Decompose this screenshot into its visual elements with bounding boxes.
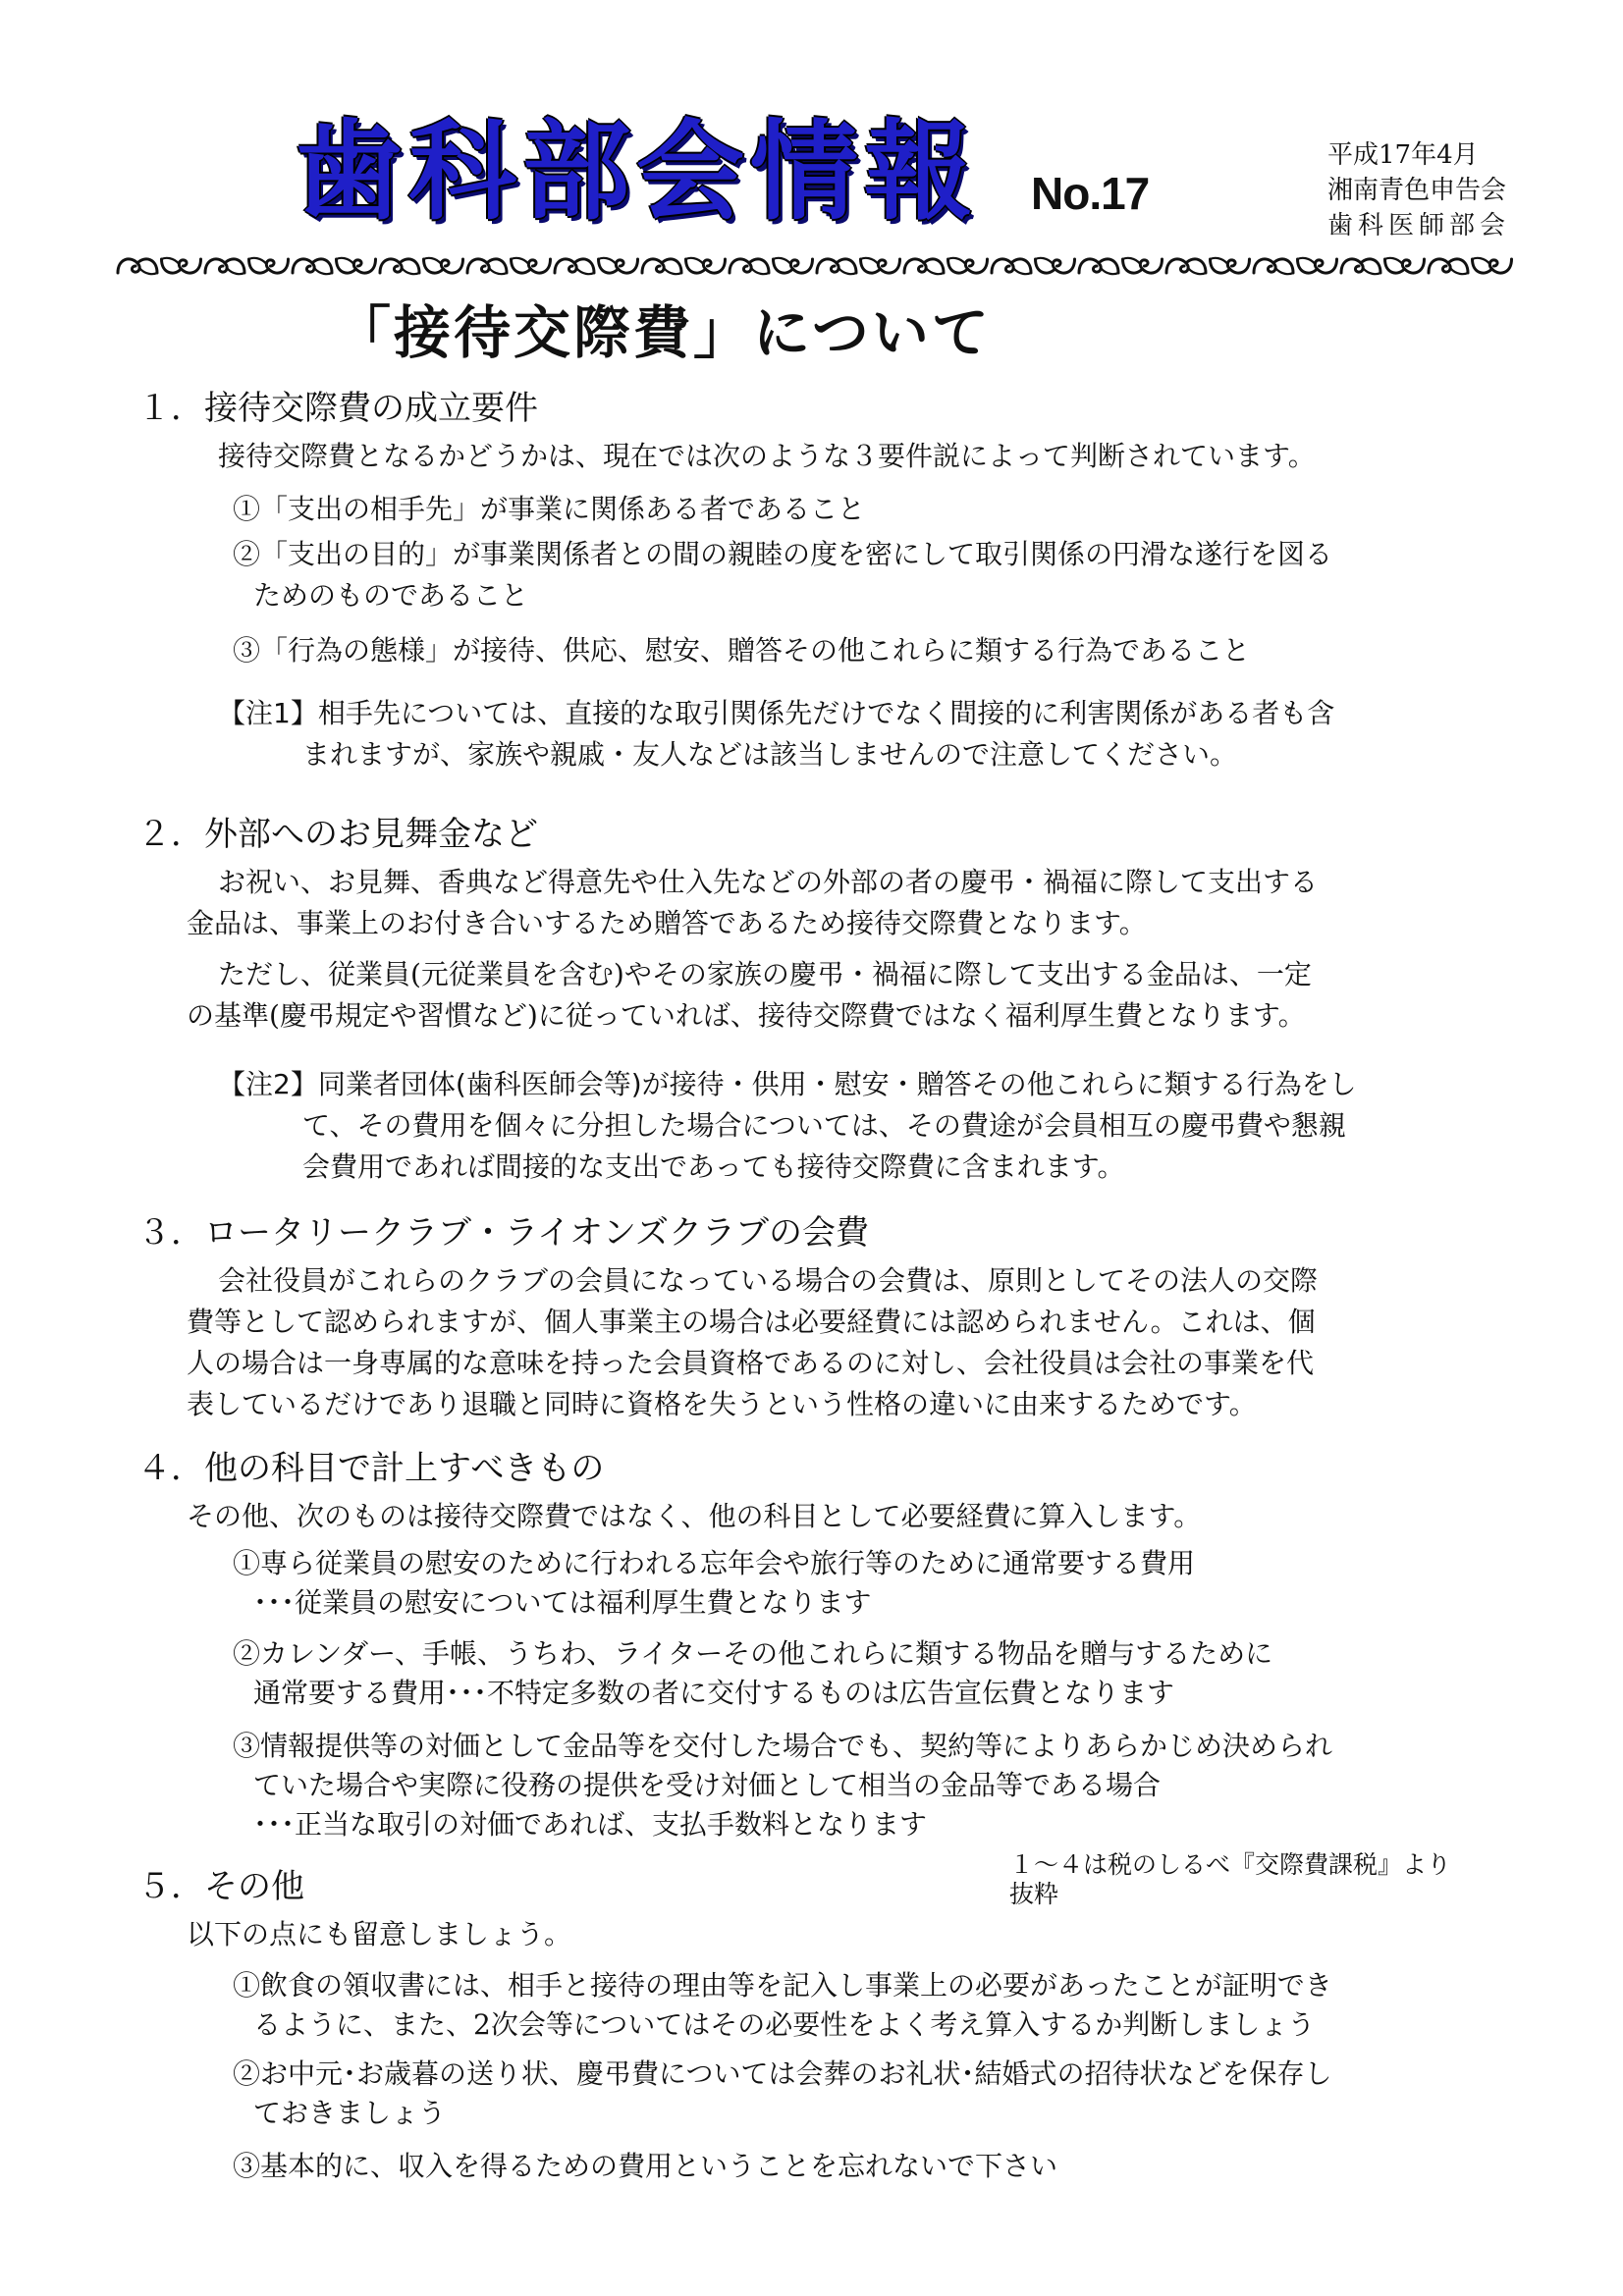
section-4-item-3-cont-1: ていた場合や実際に役務の提供を受け対価として相当の金品等である場合 [253, 1769, 1162, 1801]
divider-ornament [1166, 259, 1206, 274]
section-2-heading: ２．外部へのお見舞金など [137, 815, 538, 854]
section-1-item-3: ③「行為の態様」が接待、供応、慰安、贈答その他これらに類する行為であること [233, 634, 1251, 667]
divider-ornament [948, 258, 988, 273]
section-3-heading: ３．ロータリークラブ・ライオンズクラブの会費 [137, 1213, 869, 1253]
section-4-item-1: ①専ら従業員の慰安のために行われる忘年会や旅行等のために通常要する費用 [233, 1547, 1196, 1579]
divider-ornament [205, 259, 244, 274]
section-5-intro: 以下の点にも留意しましょう。 [187, 1918, 572, 1950]
divider-ornament [774, 258, 813, 273]
section-5-item-2-cont: ておきましょう [253, 2097, 447, 2129]
divider-ornament [817, 259, 856, 274]
section-5-item-1: ①飲食の領収書には、相手と接待の理由等を記入し事業上の必要があったことが証明でき [233, 1969, 1332, 2002]
section-1 [137, 385, 538, 432]
divider-ornament [555, 259, 594, 274]
divider-ornament [730, 259, 769, 274]
divider-ornament [1429, 259, 1468, 274]
divider-ornament [424, 258, 463, 273]
issue-number: No.17 [1031, 168, 1150, 219]
divider-ornament [162, 258, 201, 273]
section-2-para-1: お祝い、お見舞、香典など得意先や仕入先などの外部の者の慶弔・禍福に際して支出する [218, 866, 1319, 898]
divider-ornament [249, 258, 289, 273]
section-5-item-1-cont: るように、また、2次会等についてはその必要性をよく考え算入するか判断しましょう [253, 2008, 1316, 2041]
divider-ornament [380, 259, 419, 274]
section-4-item-3-cont-2: ･･･正当な取引の対価であれば、支払手数料となります [253, 1808, 928, 1841]
section-4-item-1-cont: ･･･従業員の慰安については福利厚生費となります [253, 1586, 872, 1619]
divider-ornament [118, 259, 157, 274]
divider-ornament [512, 258, 551, 273]
main-title: 「接待交際費」について [334, 299, 992, 366]
section-4-intro: その他、次のものは接待交際費ではなく、他の科目として必要経費に算入します。 [187, 1500, 1202, 1532]
section-3 [137, 1209, 869, 1256]
divider-ornament [1341, 259, 1380, 274]
divider-ornament [686, 258, 726, 273]
source-note [1009, 1850, 1451, 1909]
section-4 [137, 1445, 604, 1492]
issue-date: 平成17年4月 [1327, 140, 1479, 170]
section-4-item-3: ③情報提供等の対価として金品等を交付した場合でも、契約等によりあらかじめ決められ [233, 1730, 1333, 1762]
section-1-item-1: ①「支出の相手先」が事業に関係ある者であること [233, 493, 866, 525]
section-3-line-3: 人の場合は一身専属的な意味を持った会員資格であるのに対し、会社役員は会社の事業を代 [187, 1347, 1315, 1379]
section-1-item-2-cont: ためのものであること [253, 579, 529, 612]
section-2-note-cont-1: て、その費用を個々に分担した場合については、その費途が会員相互の慶弔費や懇親 [302, 1109, 1346, 1142]
section-2-para-1-cont: 金品は、事業上のお付き合いするため贈答であるため接待交際費となります。 [187, 907, 1147, 939]
divider-ornament [904, 259, 944, 274]
section-2-note-cont-2: 会費用であれば間接的な支出であっても接待交際費に含まれます。 [302, 1150, 1125, 1183]
section-4-item-2-cont: 通常要する費用･･･不特定多数の者に交付するものは広告宣伝費となります [253, 1677, 1175, 1709]
section-2-para-2: ただし、従業員(元従業員を含む)やその家族の慶弔・禍福に際して支出する金品は、一定 [218, 958, 1312, 990]
section-1-intro: 接待交際費となるかどうかは、現在では次のような３要件説によって判断されています。 [218, 440, 1316, 472]
section-1-note: 【注1】相手先については、直接的な取引関係先だけでなく間接的に利害関係がある者も含 [218, 697, 1335, 729]
section-5-item-2: ②お中元･お歳暮の送り状、慶弔費については会葬のお礼状･結婚式の招待状などを保存し [233, 2057, 1332, 2090]
ornamental-divider [116, 251, 1520, 281]
newsletter-title: 歯科部会情報 [295, 109, 978, 235]
section-5-heading: ５．その他 [137, 1867, 304, 1906]
divider-ornament [1473, 258, 1512, 273]
divider-ornament [992, 259, 1031, 274]
section-5-item-3: ③基本的に、収入を得るための費用ということを忘れないで下さい [233, 2150, 1058, 2182]
divider-ornament [1254, 259, 1293, 274]
divider-ornament [1123, 258, 1163, 273]
section-4-item-2: ②カレンダー、手帳、うちわ、ライターその他これらに類する物品を贈与するために [233, 1637, 1273, 1670]
section-2 [137, 811, 538, 858]
section-1-item-2: ②「支出の目的」が事業関係者との間の親睦の度を密にして取引関係の円滑な遂行を図る [233, 538, 1333, 570]
divider-ornament [1385, 258, 1425, 273]
section-1-heading: １．接待交際費の成立要件 [137, 389, 538, 428]
source-note-line-2: 抜粋 [1009, 1880, 1059, 1908]
section-3-line-2: 費等として認められますが、個人事業主の場合は必要経費には認められません。これは、個 [187, 1306, 1316, 1338]
issuer-org: 湘南青色申告会 [1327, 176, 1507, 205]
section-3-line-1: 会社役員がこれらのクラブの会員になっている場合の会費は、原則としてその法人の交際 [218, 1264, 1319, 1297]
divider-ornament [1079, 259, 1118, 274]
divider-ornament [1298, 258, 1337, 273]
issuer-division: 歯科医師部会 [1327, 211, 1511, 240]
source-note-line-1: １～４は税のしるべ『交際費課税』より [1009, 1850, 1452, 1879]
divider-ornament [861, 258, 900, 273]
section-5 [137, 1863, 304, 1910]
divider-ornament [467, 259, 507, 274]
section-4-heading: ４．他の科目で計上すべきもの [137, 1449, 605, 1488]
divider-ornament [642, 259, 681, 274]
divider-ornament [293, 259, 332, 274]
section-1-note-cont: まれますが、家族や親戚・友人などは該当しませんので注意してください。 [302, 738, 1238, 771]
issuer-block [1327, 137, 1510, 243]
section-2-note: 【注2】同業者団体(歯科医師会等)が接待・供用・慰安・贈答その他これらに類する行為をし [218, 1068, 1357, 1100]
section-2-para-2-cont: の基準(慶弔規定や習慣など)に従っていれば、接待交際費ではなく福利厚生費となります。 [187, 999, 1306, 1032]
divider-ornament [1036, 258, 1075, 273]
divider-ornament [337, 258, 376, 273]
divider-ornament [1211, 258, 1250, 273]
section-3-line-4: 表しているだけであり退職と同時に資格を失うという性格の違いに由来するためです。 [187, 1388, 1257, 1420]
divider-ornament [599, 258, 638, 273]
